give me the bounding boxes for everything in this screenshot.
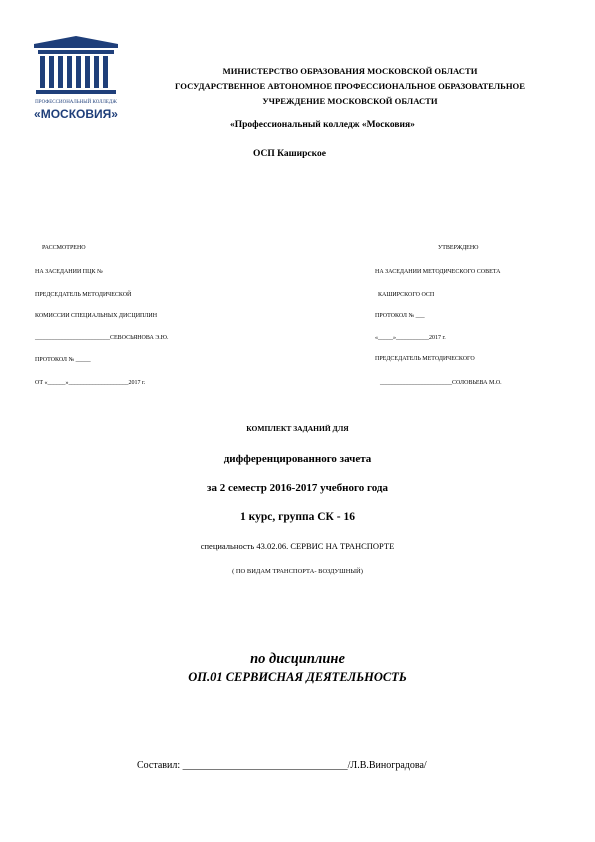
right-approval-line-5: «_____»___________2017 г. bbox=[375, 335, 446, 341]
ministry-line-1: МИНИСТЕРСТВО ОБРАЗОВАНИЯ МОСКОВСКОЙ ОБЛАСТИ bbox=[222, 66, 478, 76]
course-group: 1 курс, группа СК - 16 bbox=[240, 511, 355, 523]
left-approval-line-2: НА ЗАСЕДАНИИ ПЦК № bbox=[35, 269, 103, 275]
credit-type: дифференцированного зачета bbox=[223, 453, 372, 465]
logo-caption-top: ПРОФЕССИОНАЛЬНЫЙ КОЛЛЕДЖ bbox=[35, 100, 117, 105]
ministry-line-2: ГОСУДАРСТВЕННОЕ АВТОНОМНОЕ ПРОФЕССИОНАЛЬНОЕ ОБРАЗОВАТЕЛЬНОЕ bbox=[175, 81, 525, 91]
right-approval-line-2: НА ЗАСЕДАНИИ МЕТОДИЧЕСКОГО СОВЕТА bbox=[375, 269, 501, 275]
right-approval-line-3: КАШИРСКОГО ОСП bbox=[378, 292, 435, 298]
right-approval-line-1: УТВЕРЖДЕНО bbox=[438, 245, 479, 251]
left-approval-line-6: ПРОТОКОЛ № _____ bbox=[35, 357, 91, 363]
college-name: «Профессиональный колледж «Московия» bbox=[230, 120, 415, 130]
specialty-line: специальность 43.02.06. СЕРВИС НА ТРАНСПОРТЕ bbox=[200, 541, 395, 551]
transport-line: ( ПО ВИДАМ ТРАНСПОРТА- ВОЗДУШНЫЙ) bbox=[232, 568, 363, 575]
compiled-by: Составил: _________________________________/Л.В.Виноградова/ bbox=[137, 760, 427, 771]
left-approval-line-5: _________________________СЕВОСЬЯНОВА Э.Ю. bbox=[35, 335, 169, 341]
ministry-line-3: УЧРЕЖДЕНИЕ МОСКОВСКОЙ ОБЛАСТИ bbox=[262, 96, 438, 106]
right-approval-line-6: ПРЕДСЕДАТЕЛЬ МЕТОДИЧЕСКОГО bbox=[375, 356, 475, 362]
discipline-name: ОП.01 СЕРВИСНАЯ ДЕЯТЕЛЬНОСТЬ bbox=[188, 670, 407, 684]
branch-name: ОСП Каширское bbox=[253, 149, 326, 159]
right-approval-line-4: ПРОТОКОЛ № ___ bbox=[375, 313, 425, 319]
left-approval-line-1: РАССМОТРЕНО bbox=[42, 245, 86, 251]
left-approval-line-4: КОМИССИИ СПЕЦИАЛЬНЫХ ДИСЦИПЛИН bbox=[35, 313, 158, 319]
logo-caption-bottom: «МОСКОВИЯ» bbox=[34, 107, 118, 121]
set-title: КОМПЛЕКТ ЗАДАНИЙ ДЛЯ bbox=[246, 424, 349, 433]
left-approval-line-7: ОТ «______»____________________2017 г. bbox=[35, 380, 146, 386]
discipline-label: по дисциплине bbox=[250, 651, 345, 667]
semester-line: за 2 семестр 2016-2017 учебного года bbox=[207, 482, 388, 494]
right-approval-line-7: ________________________СОЛОВЬЕВА М.О. bbox=[380, 380, 502, 386]
left-approval-line-3: ПРЕДСЕДАТЕЛЬ МЕТОДИЧЕСКОЙ bbox=[35, 292, 132, 298]
